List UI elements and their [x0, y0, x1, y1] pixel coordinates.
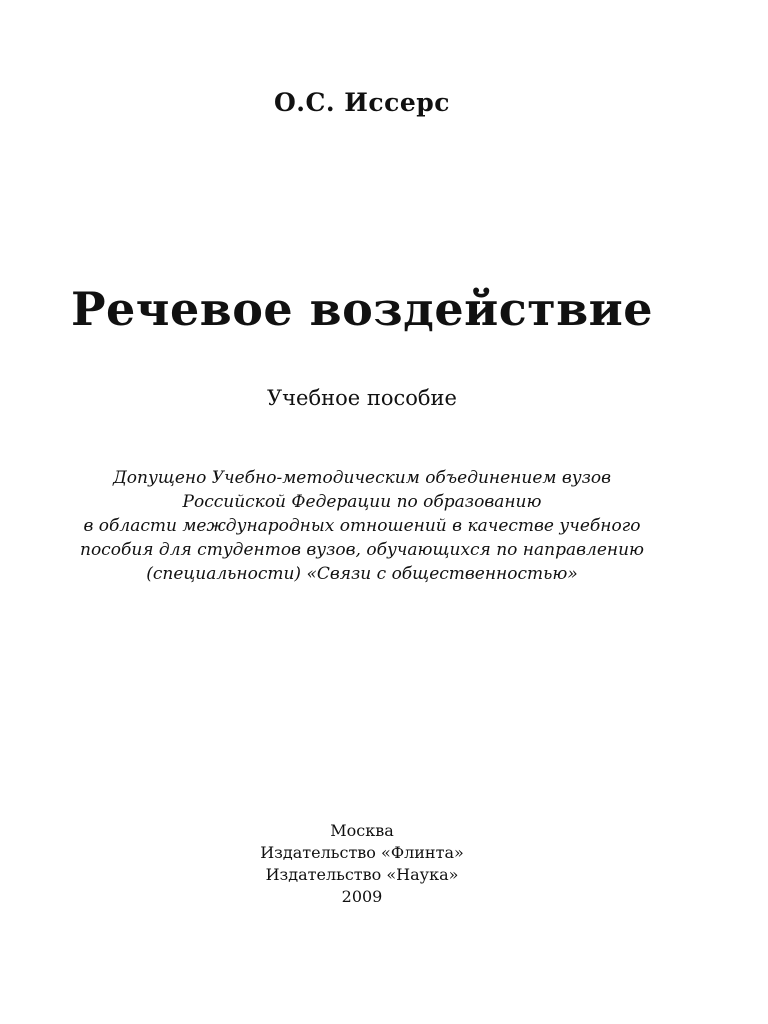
imprint-city: Москва [330, 821, 394, 840]
author-name: О.С. Иссерс [274, 88, 450, 117]
publication-imprint [0, 820, 724, 908]
imprint-publisher: Издательство «Наука» [265, 865, 459, 884]
approval-line: пособия для студентов вузов, обучающихся по направлению [80, 540, 644, 560]
book-title: Речевое воздействие [70, 282, 654, 336]
approval-line: Российской Федерации по образованию [182, 492, 542, 512]
approval-line: Допущено Учебно-методическим объединением вузов [112, 468, 612, 488]
book-subtitle: Учебное пособие [267, 386, 457, 410]
imprint-publisher: Издательство «Флинта» [260, 843, 464, 862]
approval-line: (специальности) «Связи с общественностью» [146, 564, 578, 584]
approval-statement [0, 466, 724, 586]
approval-line: в области международных отношений в качестве учебного [83, 516, 641, 536]
imprint-year: 2009 [341, 887, 383, 906]
